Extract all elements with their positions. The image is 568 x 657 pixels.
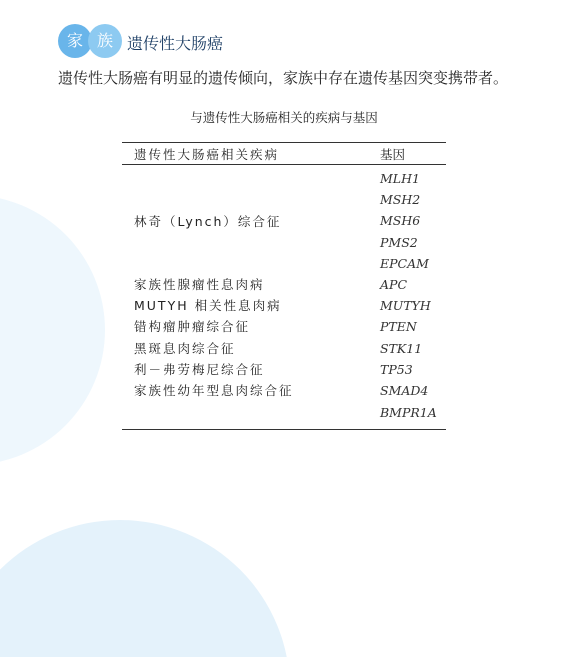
gene-cell: SMAD4 — [380, 383, 429, 398]
disease-gene-table — [122, 142, 446, 431]
gene-cell: TP53 — [380, 362, 413, 377]
intro-paragraph: 遗传性大肠癌有明显的遗传倾向，家族中存在遗传基因突变携带者。 — [58, 69, 509, 87]
gene-cell: BMPR1A — [380, 405, 437, 420]
gene-cell: EPCAM — [380, 256, 429, 271]
column-header-gene: 基因 — [380, 147, 406, 162]
disease-cell: 利－弗劳梅尼综合征 — [134, 362, 265, 377]
table-top-rule — [122, 142, 446, 143]
disease-cell: 家族性幼年型息肉综合征 — [134, 383, 294, 398]
disease-cell: MUTYH 相关性息肉病 — [134, 298, 282, 313]
disease-cell: 黑斑息肉综合征 — [134, 341, 236, 356]
badge-char: 族 — [88, 24, 122, 58]
gene-cell: PMS2 — [380, 235, 418, 250]
disease-cell: 家族性腺瘤性息肉病 — [134, 277, 265, 292]
gene-cell: APC — [380, 277, 408, 292]
table-header-rule — [122, 164, 446, 165]
gene-cell: PTEN — [380, 319, 417, 334]
disease-cell: 错构瘤肿瘤综合征 — [134, 319, 251, 334]
disease-cell: 林奇（Lynch）综合征 — [134, 214, 282, 229]
gene-cell: MSH6 — [380, 213, 421, 228]
gene-cell: STK11 — [380, 341, 423, 356]
gene-cell: MSH2 — [380, 192, 421, 207]
family-badge — [58, 24, 122, 58]
gene-cell: MUTYH — [380, 298, 431, 313]
column-header-disease: 遗传性大肠癌相关疾病 — [134, 147, 280, 162]
table-caption: 与遗传性大肠癌相关的疾病与基因 — [190, 110, 378, 125]
badge-char: 家 — [58, 24, 92, 58]
section-title: 遗传性大肠癌 — [127, 34, 224, 53]
table-bottom-rule — [122, 429, 446, 430]
gene-cell: MLH1 — [380, 171, 420, 186]
